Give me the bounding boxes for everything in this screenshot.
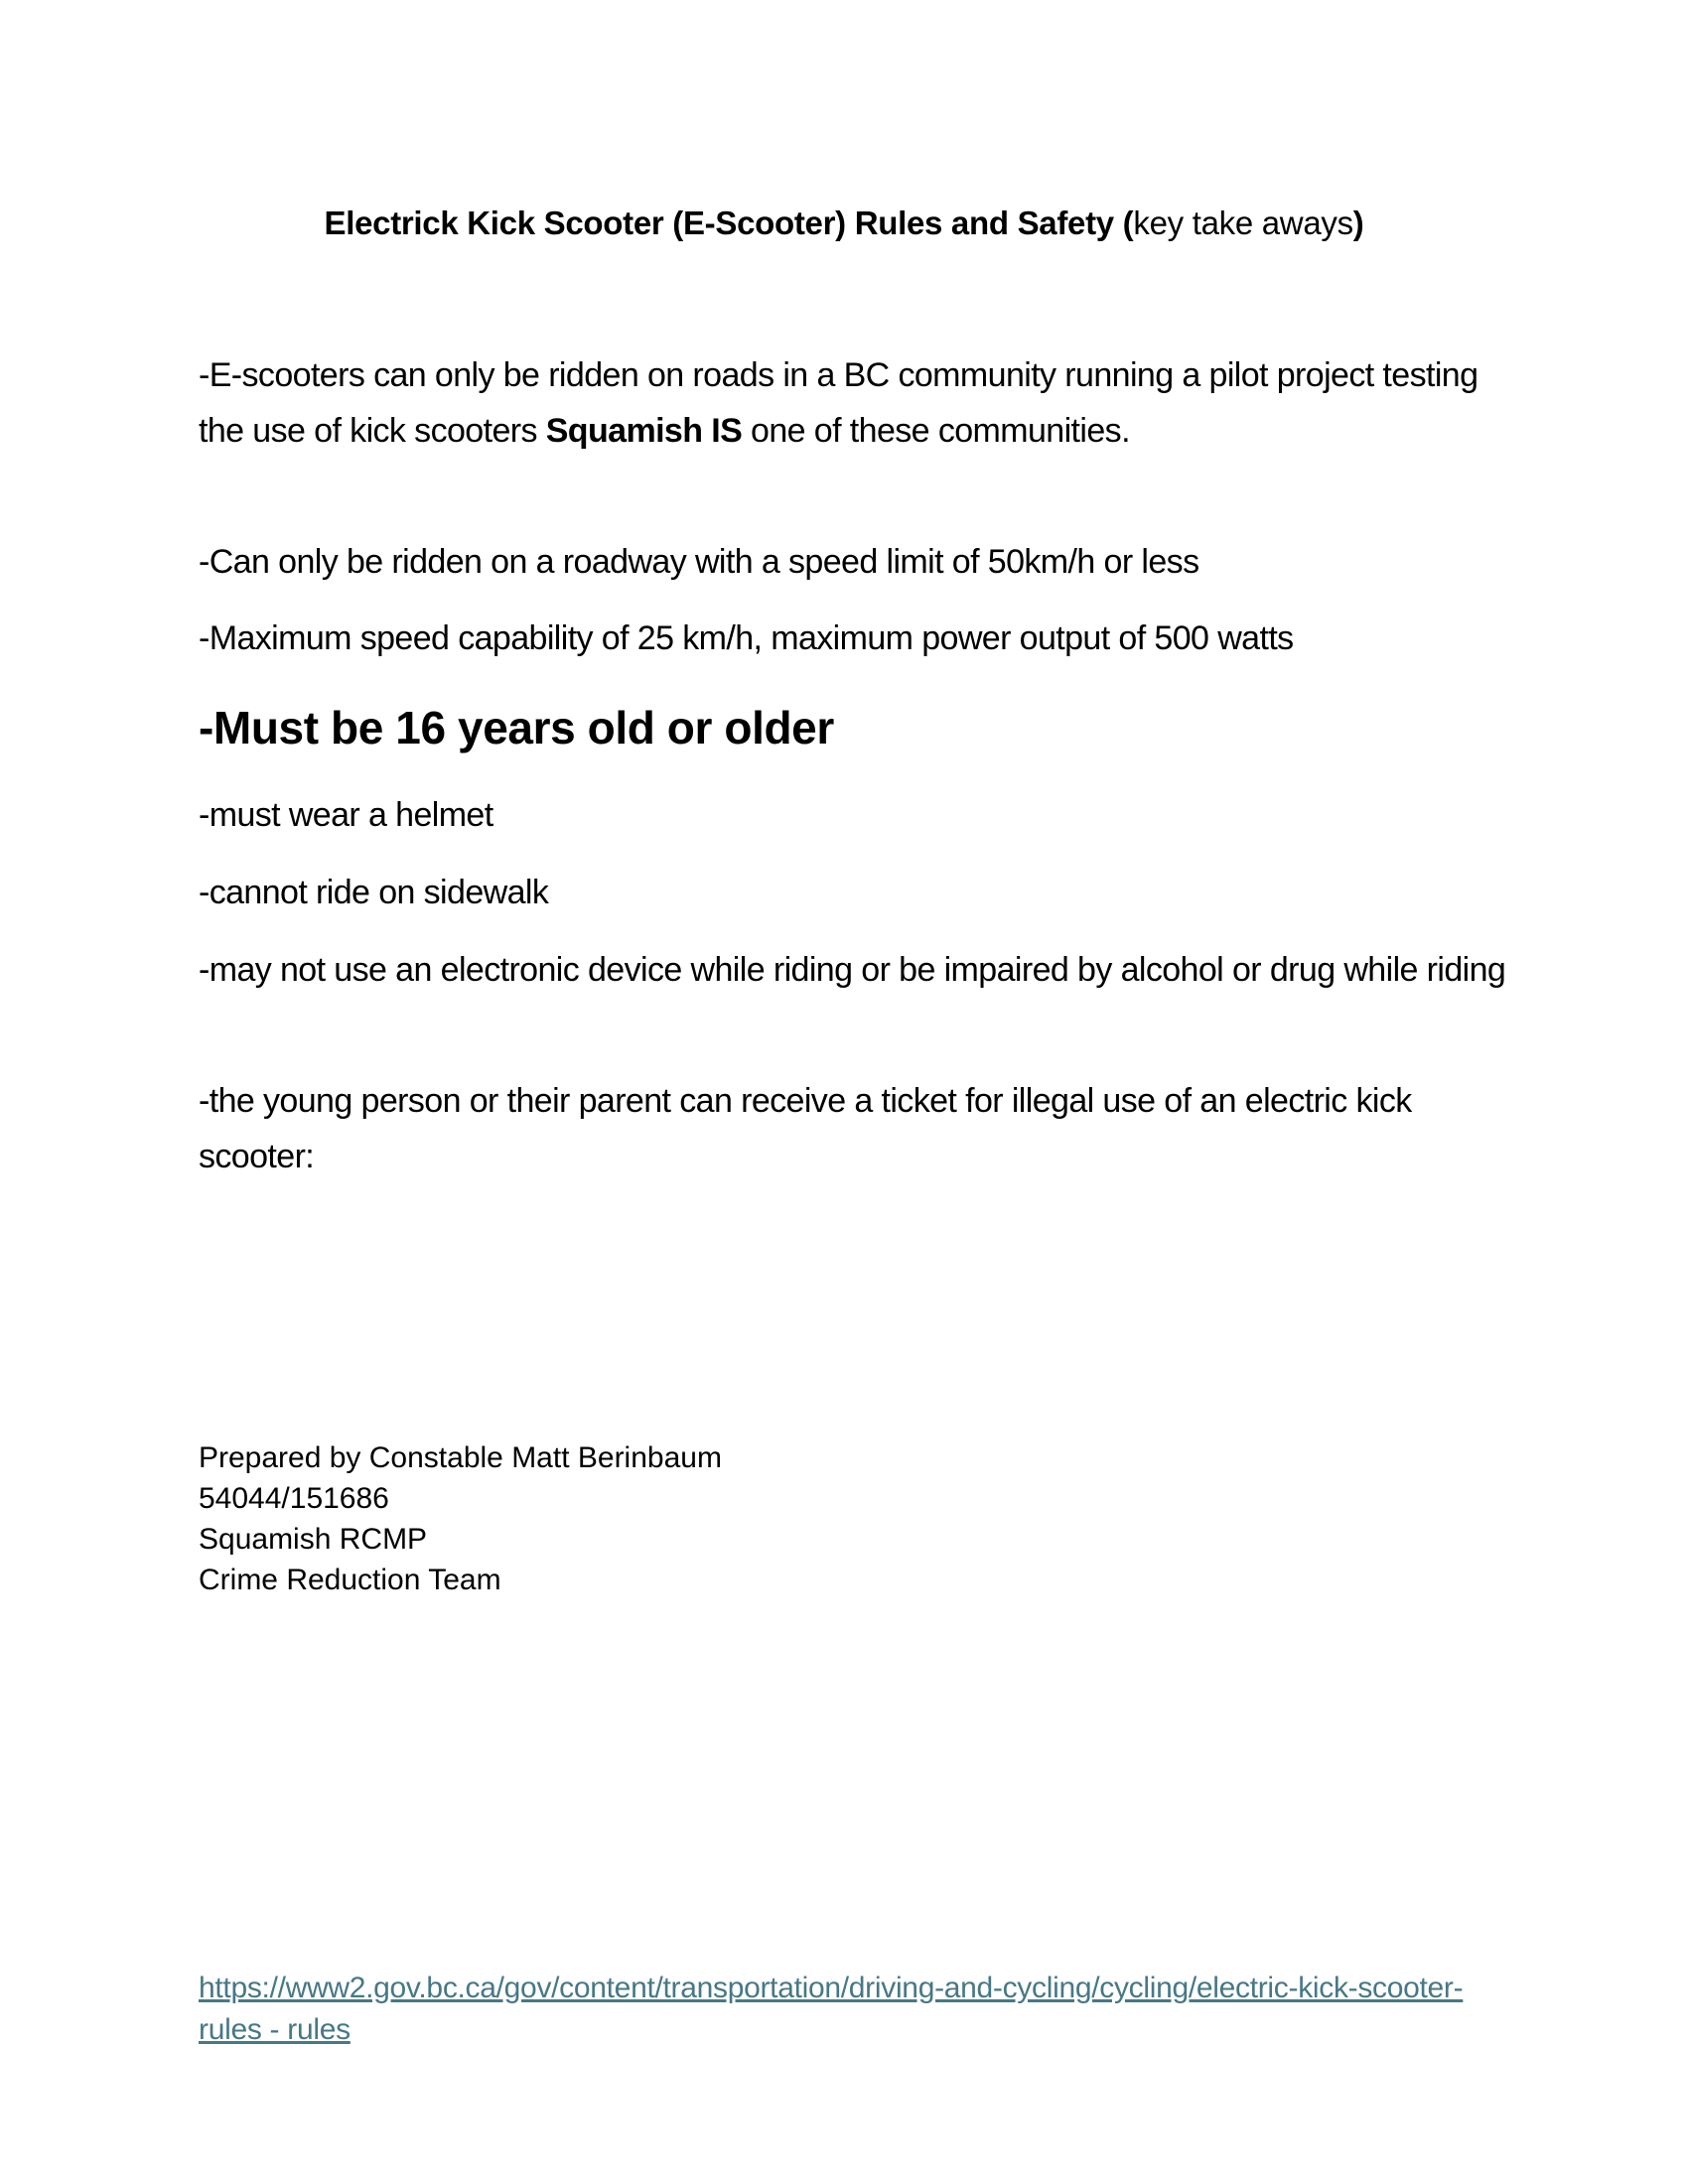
title-subtitle: key take aways — [1133, 205, 1353, 241]
rule-pilot-communities — [199, 347, 1509, 459]
title-closing-paren: ) — [1352, 205, 1364, 241]
rule-helmet: -must wear a helmet — [199, 796, 493, 834]
detachment: Squamish RCMP — [199, 1523, 428, 1556]
rule-text: one of these communities. — [742, 412, 1130, 450]
rule-speed-limit-road: -Can only be ridden on a roadway with a speed limit of 50km/h or less — [199, 543, 1199, 581]
rule-no-sidewalk: -cannot ride on sidewalk — [199, 874, 549, 911]
rule-max-speed-power: -Maximum speed capability of 25 km/h, maximum power output of 500 watts — [199, 619, 1294, 657]
title-bold: Electrick Kick Scooter (E-Scooter) Rules and Safety ( — [324, 205, 1134, 241]
rule-minimum-age: -Must be 16 years old or older — [199, 702, 834, 753]
reference-link[interactable]: https://www2.gov.bc.ca/gov/content/transportation/driving-and-cycling/cycling/electric-kick-scooter-rules - rules — [199, 1972, 1464, 2046]
rule-emphasis-squamish: Squamish IS — [545, 412, 743, 450]
rule-ticket: -the young person or their parent can receive a ticket for illegal use of an electric kick scooter: — [199, 1082, 1412, 1175]
prepared-by: Prepared by Constable Matt Berinbaum — [199, 1441, 722, 1474]
team: Crime Reduction Team — [199, 1564, 501, 1596]
rule-text: -E-scooters can only be ridden on roads in a BC community running a pilot project testing the use of kick scooters — [199, 356, 1478, 450]
signature-block — [199, 1437, 722, 1600]
document-title — [0, 202, 1688, 245]
rule-no-device-impairment: -may not use an electronic device while riding or be impaired by alcohol or drug while riding — [199, 951, 1506, 989]
id-numbers: 54044/151686 — [199, 1482, 389, 1515]
